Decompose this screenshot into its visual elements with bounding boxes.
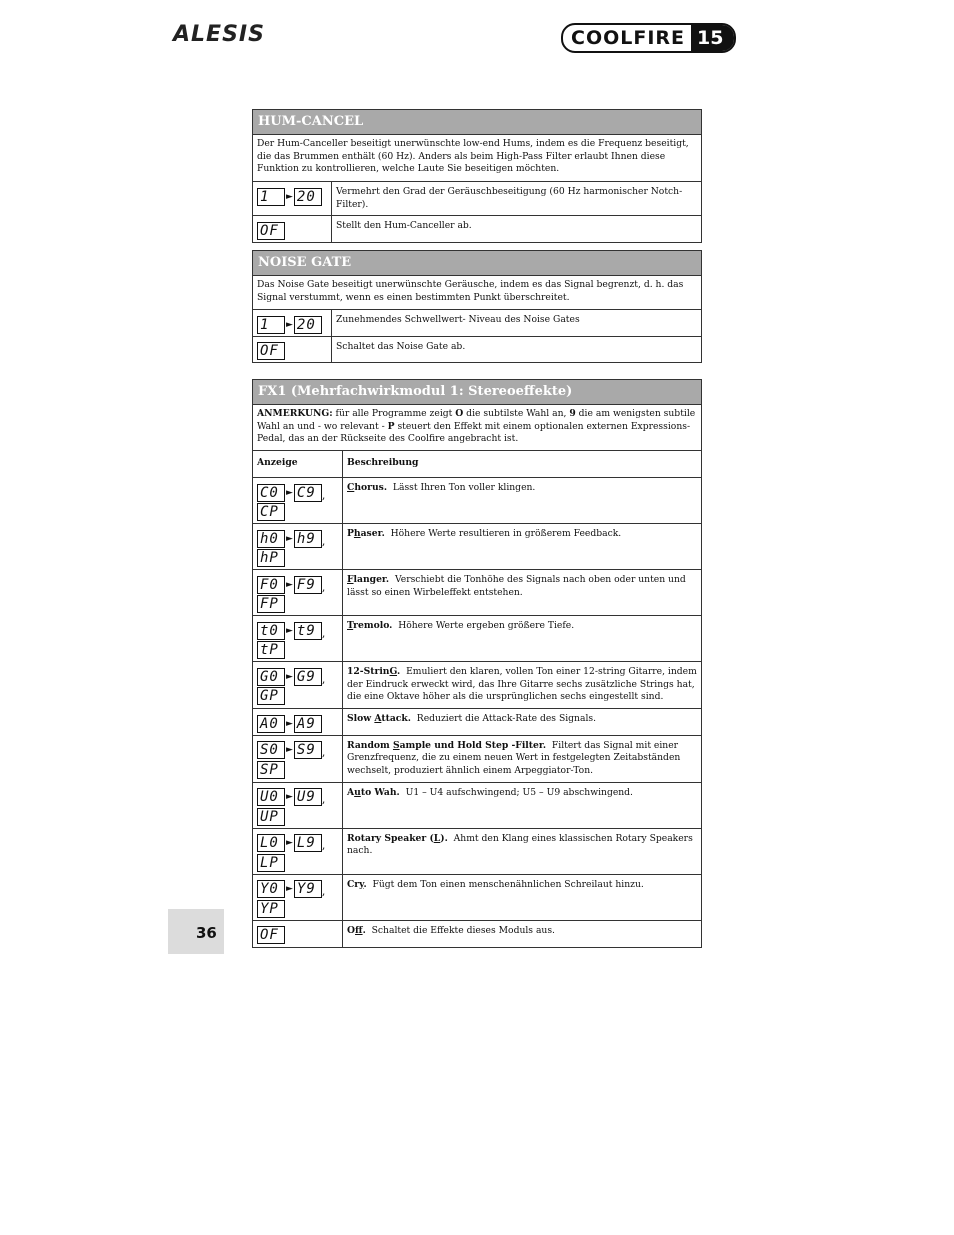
- effect-description: Reduziert die Attack-Rate des Signals.: [416, 713, 597, 724]
- lcd-value: h9: [294, 530, 322, 548]
- lcd-value: FP: [257, 595, 285, 613]
- effect-description: Filtert das Signal mit einer Grenzfrequenz, die zu einem neuen Wert in festgelegten Zeitabständen wechselt, produziert ähnlich einem Arpeggiator-Ton.: [347, 739, 681, 776]
- fx-row: [253, 782, 702, 828]
- page-number: 36: [196, 924, 217, 942]
- effect-name-key: C: [347, 482, 355, 493]
- fx1-note: [253, 405, 702, 451]
- row-description: Zunehmendes Schwellwert- Niveau des Noise Gates: [332, 310, 702, 337]
- effect-description: Höhere Werte ergeben größere Tiefe.: [398, 620, 575, 631]
- row-description: [343, 616, 702, 662]
- range-arrow-icon: ►: [286, 792, 293, 802]
- lcd-value: 1: [257, 188, 285, 206]
- lcd-range: [253, 709, 343, 736]
- fx-row: [253, 478, 702, 524]
- range-arrow-icon: ►: [286, 884, 293, 894]
- lcd-range: [253, 524, 343, 570]
- note-key: P: [387, 420, 395, 432]
- lcd-value: G0: [257, 668, 285, 686]
- note-key: 9: [569, 408, 576, 419]
- coolfire-logo-number: 15: [691, 25, 734, 51]
- effect-name-key: y: [359, 878, 364, 890]
- lcd-range: [253, 616, 343, 662]
- separator: ,: [321, 488, 326, 502]
- hum-cancel-intro: Der Hum-Canceller beseitigt unerwünschte low-end Hums, indem es die Frequenz beseitigt, die das Brummen enthält (60 Hz). Anders als beim High-Pass Filter erlaubt Ihnen diese Funktion zu kontrollieren, welche Laute Sie beseitigen möchten.: [253, 135, 702, 182]
- row-description: [343, 874, 702, 920]
- separator: ,: [321, 626, 326, 640]
- lcd-value: OF: [257, 222, 285, 240]
- separator: ,: [321, 793, 326, 806]
- lcd-value: h0: [257, 530, 285, 548]
- effect-name-part: ).: [440, 832, 448, 844]
- fx-row: [253, 920, 702, 947]
- row-description: [343, 570, 702, 616]
- column-header-description: Beschreibung: [343, 451, 702, 478]
- effect-name: [347, 879, 367, 890]
- lcd-value: S9: [294, 741, 322, 759]
- fx-row: [253, 709, 702, 736]
- effect-name: [347, 713, 411, 724]
- note-text: für alle Programme zeigt: [332, 408, 456, 419]
- range-arrow-icon: ►: [286, 533, 293, 544]
- lcd-value: L9: [294, 834, 322, 852]
- separator: ,: [321, 746, 326, 759]
- row-description: [343, 782, 702, 828]
- note-label: ANMERKUNG:: [257, 408, 333, 419]
- effect-name-part: P: [347, 528, 354, 539]
- effect-name-key: h: [353, 528, 361, 539]
- effect-name-part: to Wah.: [360, 786, 400, 798]
- lcd-value: C0: [257, 484, 285, 502]
- lcd-range: [253, 478, 343, 524]
- lcd-value: A9: [294, 715, 322, 733]
- effect-name-key: u: [354, 786, 361, 798]
- effect-description: Fügt dem Ton einen menschenähnlichen Schreilaut hinzu.: [372, 878, 644, 890]
- effect-name-part: Random: [347, 739, 393, 751]
- noise-gate-table: [252, 250, 702, 363]
- alesis-logo: ALESIS: [173, 22, 265, 47]
- lcd-value: S0: [257, 741, 285, 759]
- effect-name-part: horus.: [354, 482, 388, 493]
- effect-name: [347, 620, 392, 631]
- effect-description: Höhere Werte resultieren in größerem Feedback.: [390, 528, 622, 539]
- effect-name-part: 12-Strin: [347, 666, 390, 677]
- effect-description: Ahmt den Klang eines klassischen Rotary Speakers nach.: [347, 832, 693, 856]
- row-description: Schaltet das Noise Gate ab.: [332, 336, 702, 363]
- lcd-range: [253, 874, 343, 920]
- fx-row: [253, 662, 702, 709]
- fx-row: [253, 735, 702, 782]
- lcd-range: [253, 782, 343, 828]
- fx1-rows: [253, 478, 702, 948]
- effect-name-key: G: [389, 666, 398, 677]
- range-arrow-icon: ►: [286, 579, 293, 590]
- lcd-range: [253, 570, 343, 616]
- effect-name-part: ample und Hold Step -Filter.: [399, 739, 547, 751]
- effect-name-key: A: [374, 713, 382, 724]
- lcd-value: t0: [257, 622, 285, 640]
- lcd-value: A0: [257, 715, 285, 733]
- effect-name: [347, 574, 389, 585]
- row-description: [343, 920, 702, 947]
- effect-description: Verschiebt die Tonhöhe des Signals nach oben oder unten und lässt so einen Wirbeleffekt entstehen.: [347, 574, 686, 598]
- lcd-range: [253, 735, 343, 782]
- effect-name-part: Slow: [347, 713, 375, 724]
- column-header-display: Anzeige: [253, 451, 343, 478]
- range-arrow-icon: ►: [286, 625, 293, 636]
- lcd-value: hP: [257, 549, 285, 567]
- lcd-range: [253, 920, 343, 947]
- effect-name-part: A: [347, 786, 355, 798]
- lcd-value: F9: [294, 576, 322, 594]
- range-arrow-icon: ►: [286, 671, 293, 682]
- lcd-value: Y0: [257, 880, 285, 898]
- noise-gate-intro: Das Noise Gate beseitigt unerwünschte Geräusche, indem es das Signal begrenzt, d. h. das Signal verstummt, wenn es einen bestimmten Punkt überschreitet.: [253, 276, 702, 310]
- row-description: [343, 709, 702, 736]
- lcd-value: GP: [257, 687, 285, 705]
- effect-name-part: .: [363, 878, 367, 890]
- fx-row: [253, 570, 702, 616]
- lcd-range: [253, 216, 332, 243]
- lcd-range: [253, 828, 343, 874]
- range-arrow-icon: ►: [286, 718, 293, 729]
- lcd-value: C9: [294, 484, 322, 502]
- fx-row: [253, 874, 702, 920]
- lcd-value: CP: [257, 503, 285, 521]
- effect-name-part: Rotary Speaker (: [347, 832, 434, 844]
- lcd-value: 20: [294, 316, 322, 334]
- effect-name-part: .: [362, 924, 366, 936]
- effect-name: [347, 740, 546, 751]
- note-text: steuert den Effekt mit einem optionalen externen Expressions-Pedal, das an der Rückseite des Coolfire angebracht ist.: [257, 420, 691, 444]
- separator: ,: [321, 839, 326, 852]
- lcd-value: t9: [294, 622, 322, 640]
- noise-gate-title: NOISE GATE: [253, 251, 702, 276]
- row-description: [343, 478, 702, 524]
- fx-row: [253, 524, 702, 570]
- hum-cancel-table: [252, 109, 702, 243]
- effect-name-part: aser.: [360, 528, 385, 539]
- effect-name-key: T: [347, 620, 354, 631]
- hum-cancel-title: HUM-CANCEL: [253, 110, 702, 135]
- fx-row: [253, 616, 702, 662]
- range-arrow-icon: ►: [286, 745, 293, 755]
- effect-name-part: Cr: [347, 878, 360, 890]
- row-description: [343, 662, 702, 709]
- lcd-value: UP: [257, 808, 285, 826]
- lcd-value: U0: [257, 788, 285, 806]
- coolfire-logo: [561, 23, 736, 53]
- note-key: O: [455, 408, 464, 419]
- fx1-table: [252, 379, 702, 948]
- coolfire-logo-text: COOLFIRE: [571, 27, 686, 49]
- effect-name: [347, 666, 400, 677]
- fx-row: [253, 828, 702, 874]
- effect-name: [347, 833, 448, 844]
- effect-name: [347, 482, 387, 493]
- lcd-value: 1: [257, 316, 285, 334]
- row-description: [343, 735, 702, 782]
- row-description: [343, 524, 702, 570]
- effect-name: [347, 787, 400, 798]
- lcd-value: 20: [294, 188, 322, 206]
- effect-name: [347, 528, 385, 539]
- effect-name-part: O: [347, 924, 356, 936]
- lcd-value: U9: [294, 788, 322, 806]
- effect-description: Schaltet die Effekte dieses Moduls aus.: [371, 924, 555, 936]
- effect-name-part: remolo.: [353, 620, 393, 631]
- effect-description: Emuliert den klaren, vollen Ton einer 12-string Gitarre, indem der Eindruck erweckt wird, das Ihre Gitarre sechs zusätzliche Strings hat, die eine Oktave höher als die ursprünglichen sechs eingestellt sind.: [347, 666, 697, 702]
- lcd-value: L0: [257, 834, 285, 852]
- separator: ,: [321, 580, 326, 594]
- lcd-value: OF: [257, 926, 285, 944]
- effect-name-key: F: [347, 574, 354, 585]
- effect-name-part: langer.: [353, 574, 390, 585]
- effect-name: [347, 925, 366, 936]
- lcd-range: [253, 336, 332, 363]
- lcd-range: [253, 662, 343, 709]
- lcd-range: 1 ► 20: [253, 182, 332, 216]
- separator: ,: [321, 672, 326, 686]
- lcd-value: SP: [257, 761, 285, 779]
- range-arrow-icon: ►: [286, 487, 293, 498]
- lcd-value: F0: [257, 576, 285, 594]
- note-text: die subtilste Wahl an,: [463, 408, 570, 419]
- lcd-value: YP: [257, 900, 285, 918]
- effect-name-key: L: [433, 832, 441, 844]
- effect-description: Lässt Ihren Ton voller klingen.: [392, 482, 536, 493]
- row-description: [343, 828, 702, 874]
- lcd-value: OF: [257, 342, 285, 360]
- effect-name-key: ff: [355, 924, 363, 936]
- row-description: Stellt den Hum-Canceller ab.: [332, 216, 702, 243]
- effect-name-part: ttack.: [381, 713, 411, 724]
- lcd-range: 1 ► 20: [253, 310, 332, 337]
- effect-name-key: S: [392, 739, 400, 751]
- effect-description: U1 – U4 aufschwingend; U5 – U9 abschwingend.: [405, 786, 633, 798]
- lcd-value: G9: [294, 668, 322, 686]
- separator: ,: [321, 534, 326, 548]
- fx1-title: FX1 (Mehrfachwirkmodul 1: Stereoeffekte): [253, 380, 702, 405]
- effect-name-part: .: [397, 666, 401, 677]
- separator: ,: [321, 885, 326, 898]
- note-text: die am wenigsten subtile Wahl an und - wo relevant -: [257, 408, 696, 432]
- lcd-value: Y9: [294, 880, 322, 898]
- row-description: Vermehrt den Grad der Geräuschbeseitigung (60 Hz harmonischer Notch-Filter).: [332, 182, 702, 216]
- range-arrow-icon: ►: [286, 838, 293, 848]
- lcd-value: tP: [257, 641, 285, 659]
- lcd-value: LP: [257, 854, 285, 872]
